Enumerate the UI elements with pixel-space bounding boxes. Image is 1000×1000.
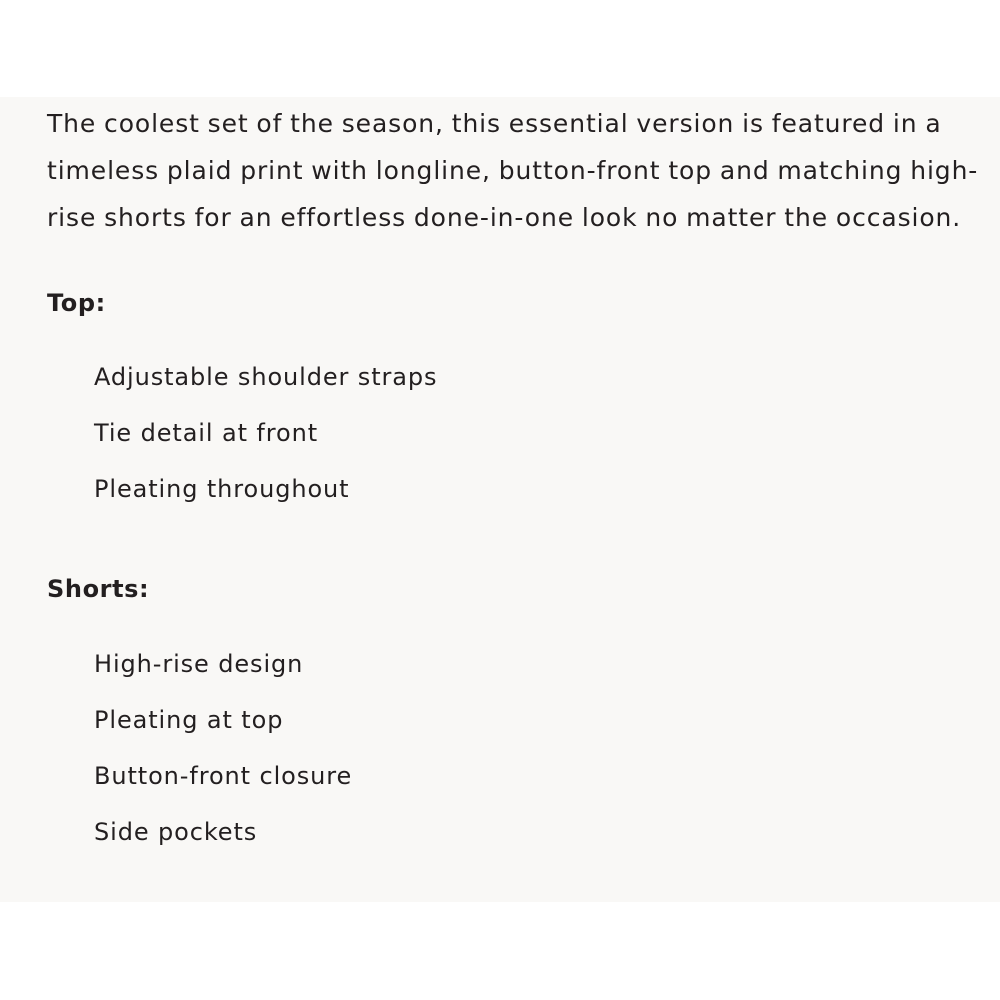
list-item: Pleating at top (94, 706, 284, 734)
product-description-text: The coolest set of the season, this essential version is featured in a timeless plaid print with longline, button-front top and matching high-rise shorts for an effortless done-in-one look no matter the occasion. (47, 109, 979, 232)
list-item: Button-front closure (94, 762, 353, 790)
shorts-feature-list (47, 648, 1000, 872)
product-description-panel (0, 97, 1000, 902)
list-item: Adjustable shoulder straps (94, 363, 438, 391)
list-item: Pleating throughout (94, 475, 350, 503)
list-item: Side pockets (94, 818, 258, 846)
top-feature-list (47, 361, 1000, 529)
list-item: Tie detail at front (94, 419, 319, 447)
list-item: High-rise design (94, 650, 304, 678)
section-heading-top: Top: (47, 289, 106, 317)
section-heading-shorts: Shorts: (47, 575, 150, 603)
